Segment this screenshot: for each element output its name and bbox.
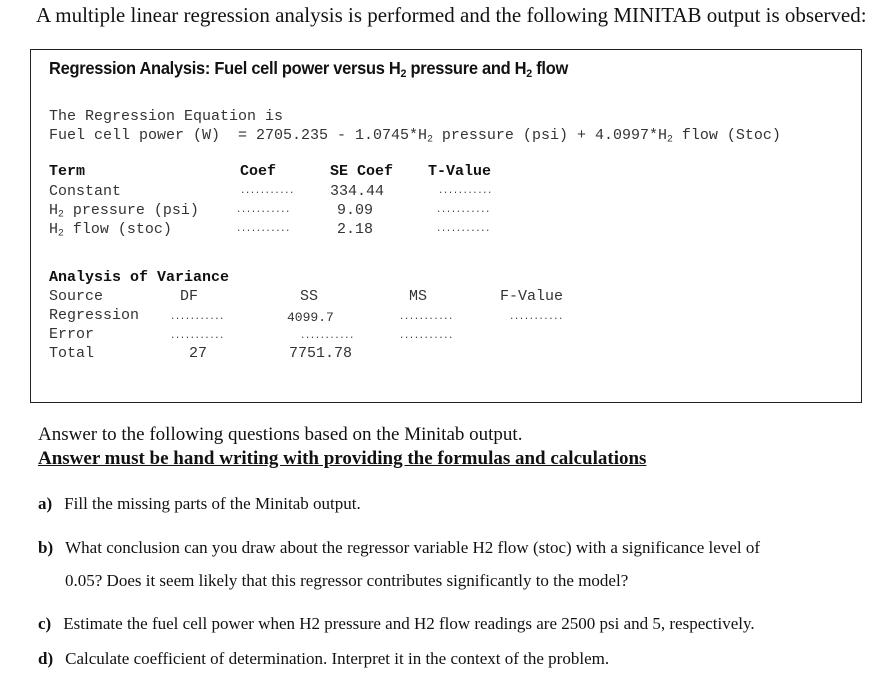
anova-header-ms: MS: [409, 288, 428, 305]
question-b-continued: 0.05? Does it seem likely that this regressor contributes significantly to the model?: [65, 571, 629, 590]
equation-heading: The Regression Equation is: [49, 108, 284, 125]
anova-source-regression: Regression: [49, 307, 140, 324]
question-a: a) Fill the missing parts of the Minitab output.: [38, 494, 361, 513]
intro-text: A multiple linear regression analysis is performed and the following MINITAB output is observed:: [36, 3, 867, 27]
t-value-h2-pressure: ...........: [436, 205, 490, 215]
col-header-t-value: T-Value: [428, 163, 492, 180]
anova-f-value-regression: ...........: [509, 312, 563, 322]
question-d: d) Calculate coefficient of determination. Interpret it in the context of the problem.: [38, 649, 610, 668]
col-header-term: Term: [49, 163, 86, 180]
anova-ms-error: ...........: [399, 331, 453, 341]
anova-source-total: Total: [49, 345, 95, 362]
question-b: b) What conclusion can you draw about the regressor variable H2 flow (stoc) with a significance level of: [38, 538, 760, 557]
minitab-title: Regression Analysis: Fuel cell power versus $H_2$ pressure and $H_2$ flow: [49, 58, 568, 80]
coef-constant: ...........: [240, 186, 294, 196]
anova-header-df: DF: [180, 288, 199, 305]
anova-ss-error: ...........: [300, 331, 354, 341]
anova-df-regression: ...........: [170, 312, 224, 322]
coef-h2-flow: ...........: [236, 224, 290, 234]
term-constant: Constant: [49, 183, 122, 200]
anova-header-source: Source: [49, 288, 104, 305]
se-coef-h2-pressure: 9.09: [337, 202, 374, 219]
se-coef-constant: 334.44: [330, 183, 385, 200]
t-value-h2-flow: ...........: [436, 224, 490, 234]
anova-header-f-value: F-Value: [500, 288, 564, 305]
col-header-se-coef: SE Coef: [330, 163, 394, 180]
col-header-coef: Coef: [240, 163, 277, 180]
t-value-constant: ...........: [438, 186, 492, 196]
regression-equation: Fuel cell power $(W) = 2705.235 - 1.0745*H_2$ pressure $(psi) + 4.0997*H_2$ flow (Stoc): [49, 127, 781, 145]
anova-ss-total: 7751.78: [289, 345, 353, 362]
term-h2-pressure: $H_2$ pressure (psi): [49, 202, 199, 220]
term-h2-flow: $H_2$ flow (stoc): [49, 221, 172, 239]
anova-source-error: Error: [49, 326, 95, 343]
instructions-line1: Answer to the following questions based on the Minitab output.: [38, 424, 523, 445]
anova-heading: Analysis of Variance: [49, 269, 230, 286]
anova-header-ss: SS: [300, 288, 319, 305]
anova-ss-regression: 4099.7: [287, 310, 334, 325]
question-c: c) Estimate the fuel cell power when H2 pressure and H2 flow readings are 2500 psi and 5, respectively.: [38, 614, 755, 633]
instructions-line2: Answer must be hand writing with providing the formulas and calculations: [38, 448, 647, 469]
anova-df-error: ...........: [170, 331, 224, 341]
se-coef-h2-flow: 2.18: [337, 221, 374, 238]
anova-df-total: 27: [189, 345, 208, 362]
coef-h2-pressure: ...........: [236, 205, 290, 215]
anova-ms-regression: ...........: [399, 312, 453, 322]
